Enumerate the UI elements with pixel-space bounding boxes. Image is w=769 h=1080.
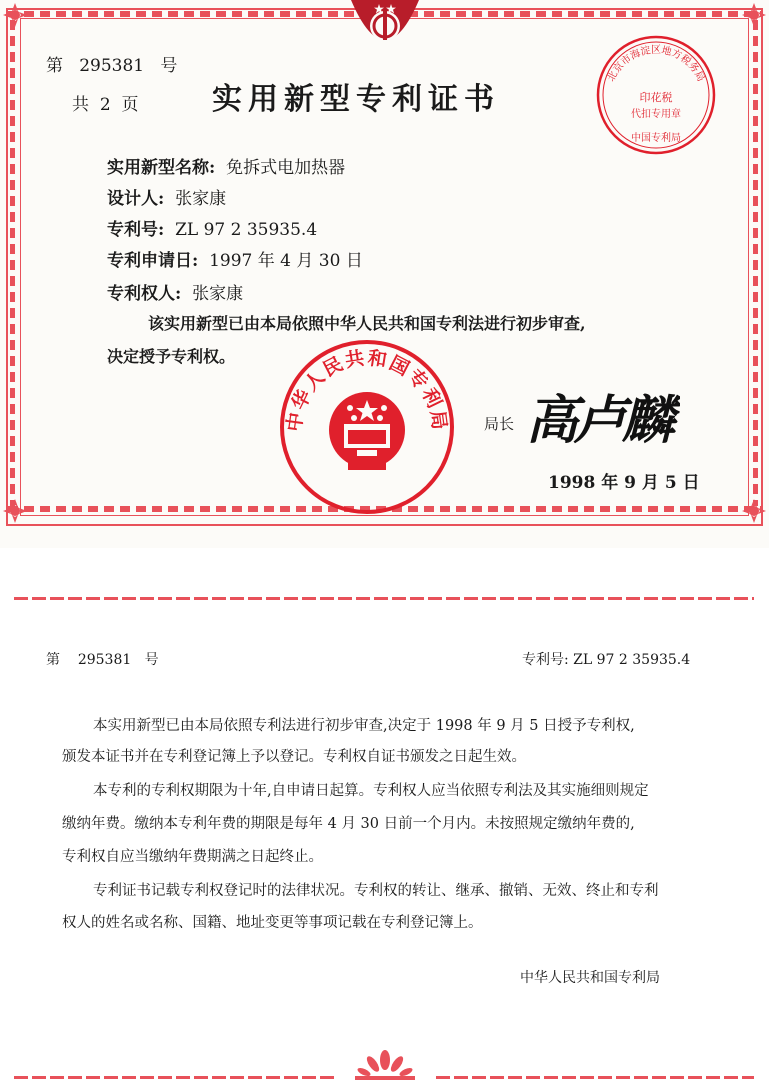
corner-ornament-icon xyxy=(2,2,28,28)
director-label: 局长 xyxy=(484,415,515,433)
stamp-line2: 代扣专用章 xyxy=(631,109,681,120)
ornament-rail-left xyxy=(10,20,15,506)
field-utility-model-name: 实用新型名称: 免拆式电加热器 xyxy=(107,158,346,178)
decision-line-2: 决定授予专利权。 xyxy=(107,347,236,366)
field-application-date: 专利申请日: 1997 年 4 月 30 日 xyxy=(107,251,363,271)
certificate-number: 第 295381 号 xyxy=(46,56,178,76)
svg-text:高卢麟: 高卢麟 xyxy=(526,390,671,451)
page2-line: 专利权自应当缴纳年费期满之日起终止。 xyxy=(62,849,323,865)
divider-bottom-left xyxy=(14,1076,334,1079)
field-patent-number: 专利号: ZL 97 2 35935.4 xyxy=(107,220,318,240)
ornament-rail-right xyxy=(753,20,758,506)
page2-line: 本专利的专利权期限为十年,自申请日起算。专利权人应当依照专利法及其实施细则规定 xyxy=(93,783,649,799)
patent-office-seal xyxy=(278,338,456,516)
tax-stamp-seal xyxy=(594,33,718,157)
page-count: 共 2 页 xyxy=(72,95,139,115)
corner-ornament-icon xyxy=(741,2,767,28)
page2-issuer: 中华人民共和国专利局 xyxy=(520,970,660,986)
emblem-icon xyxy=(345,0,425,62)
divider-top xyxy=(14,597,754,600)
corner-ornament-icon xyxy=(2,498,28,524)
stamp-line1: 印花税 xyxy=(639,91,673,104)
page2-number: 第 295381 号 xyxy=(46,652,159,668)
national-emblem-icon xyxy=(329,392,405,470)
page2-line: 专利证书记载专利权登记时的法律状况。专利权的转让、继承、撤销、无效、终止和专利 xyxy=(93,883,659,899)
flower-ornament-icon xyxy=(355,1048,415,1080)
divider-bottom-right xyxy=(436,1076,754,1079)
field-patentee: 专利权人: 张家康 xyxy=(107,284,244,304)
page2-line: 缴纳年费。缴纳本专利年费的期限是每年 4 月 30 日前一个月内。未按照规定缴纳年费的, xyxy=(62,816,635,832)
director-signature xyxy=(520,376,680,456)
stamp-ring-text: 北京市海淀区地方税务局 xyxy=(605,45,707,84)
field-designer: 设计人: 张家康 xyxy=(107,189,227,209)
issue-date: 1998 年 9 月 5 日 xyxy=(548,473,700,493)
page2-line: 本实用新型已由本局依照专利法进行初步审查,决定于 1998 年 9 月 5 日授予专利权, xyxy=(93,718,635,734)
page2-line: 权人的姓名或名称、国籍、地址变更等事项记载在专利登记簿上。 xyxy=(62,915,483,931)
decision-line-1: 该实用新型已由本局依照中华人民共和国专利法进行初步审查, xyxy=(148,314,586,333)
page2-line: 颁发本证书并在专利登记簿上予以登记。专利权自证书颁发之日起生效。 xyxy=(62,749,526,765)
stamp-bottom: 中国专利局 xyxy=(631,133,681,144)
page2-patent-number: 专利号: ZL 97 2 35935.4 xyxy=(522,652,691,668)
corner-ornament-icon xyxy=(741,498,767,524)
page-title: 实用新型专利证书 xyxy=(212,82,500,117)
seal-ring-text: 中华人民共和国专利局 xyxy=(283,346,451,433)
